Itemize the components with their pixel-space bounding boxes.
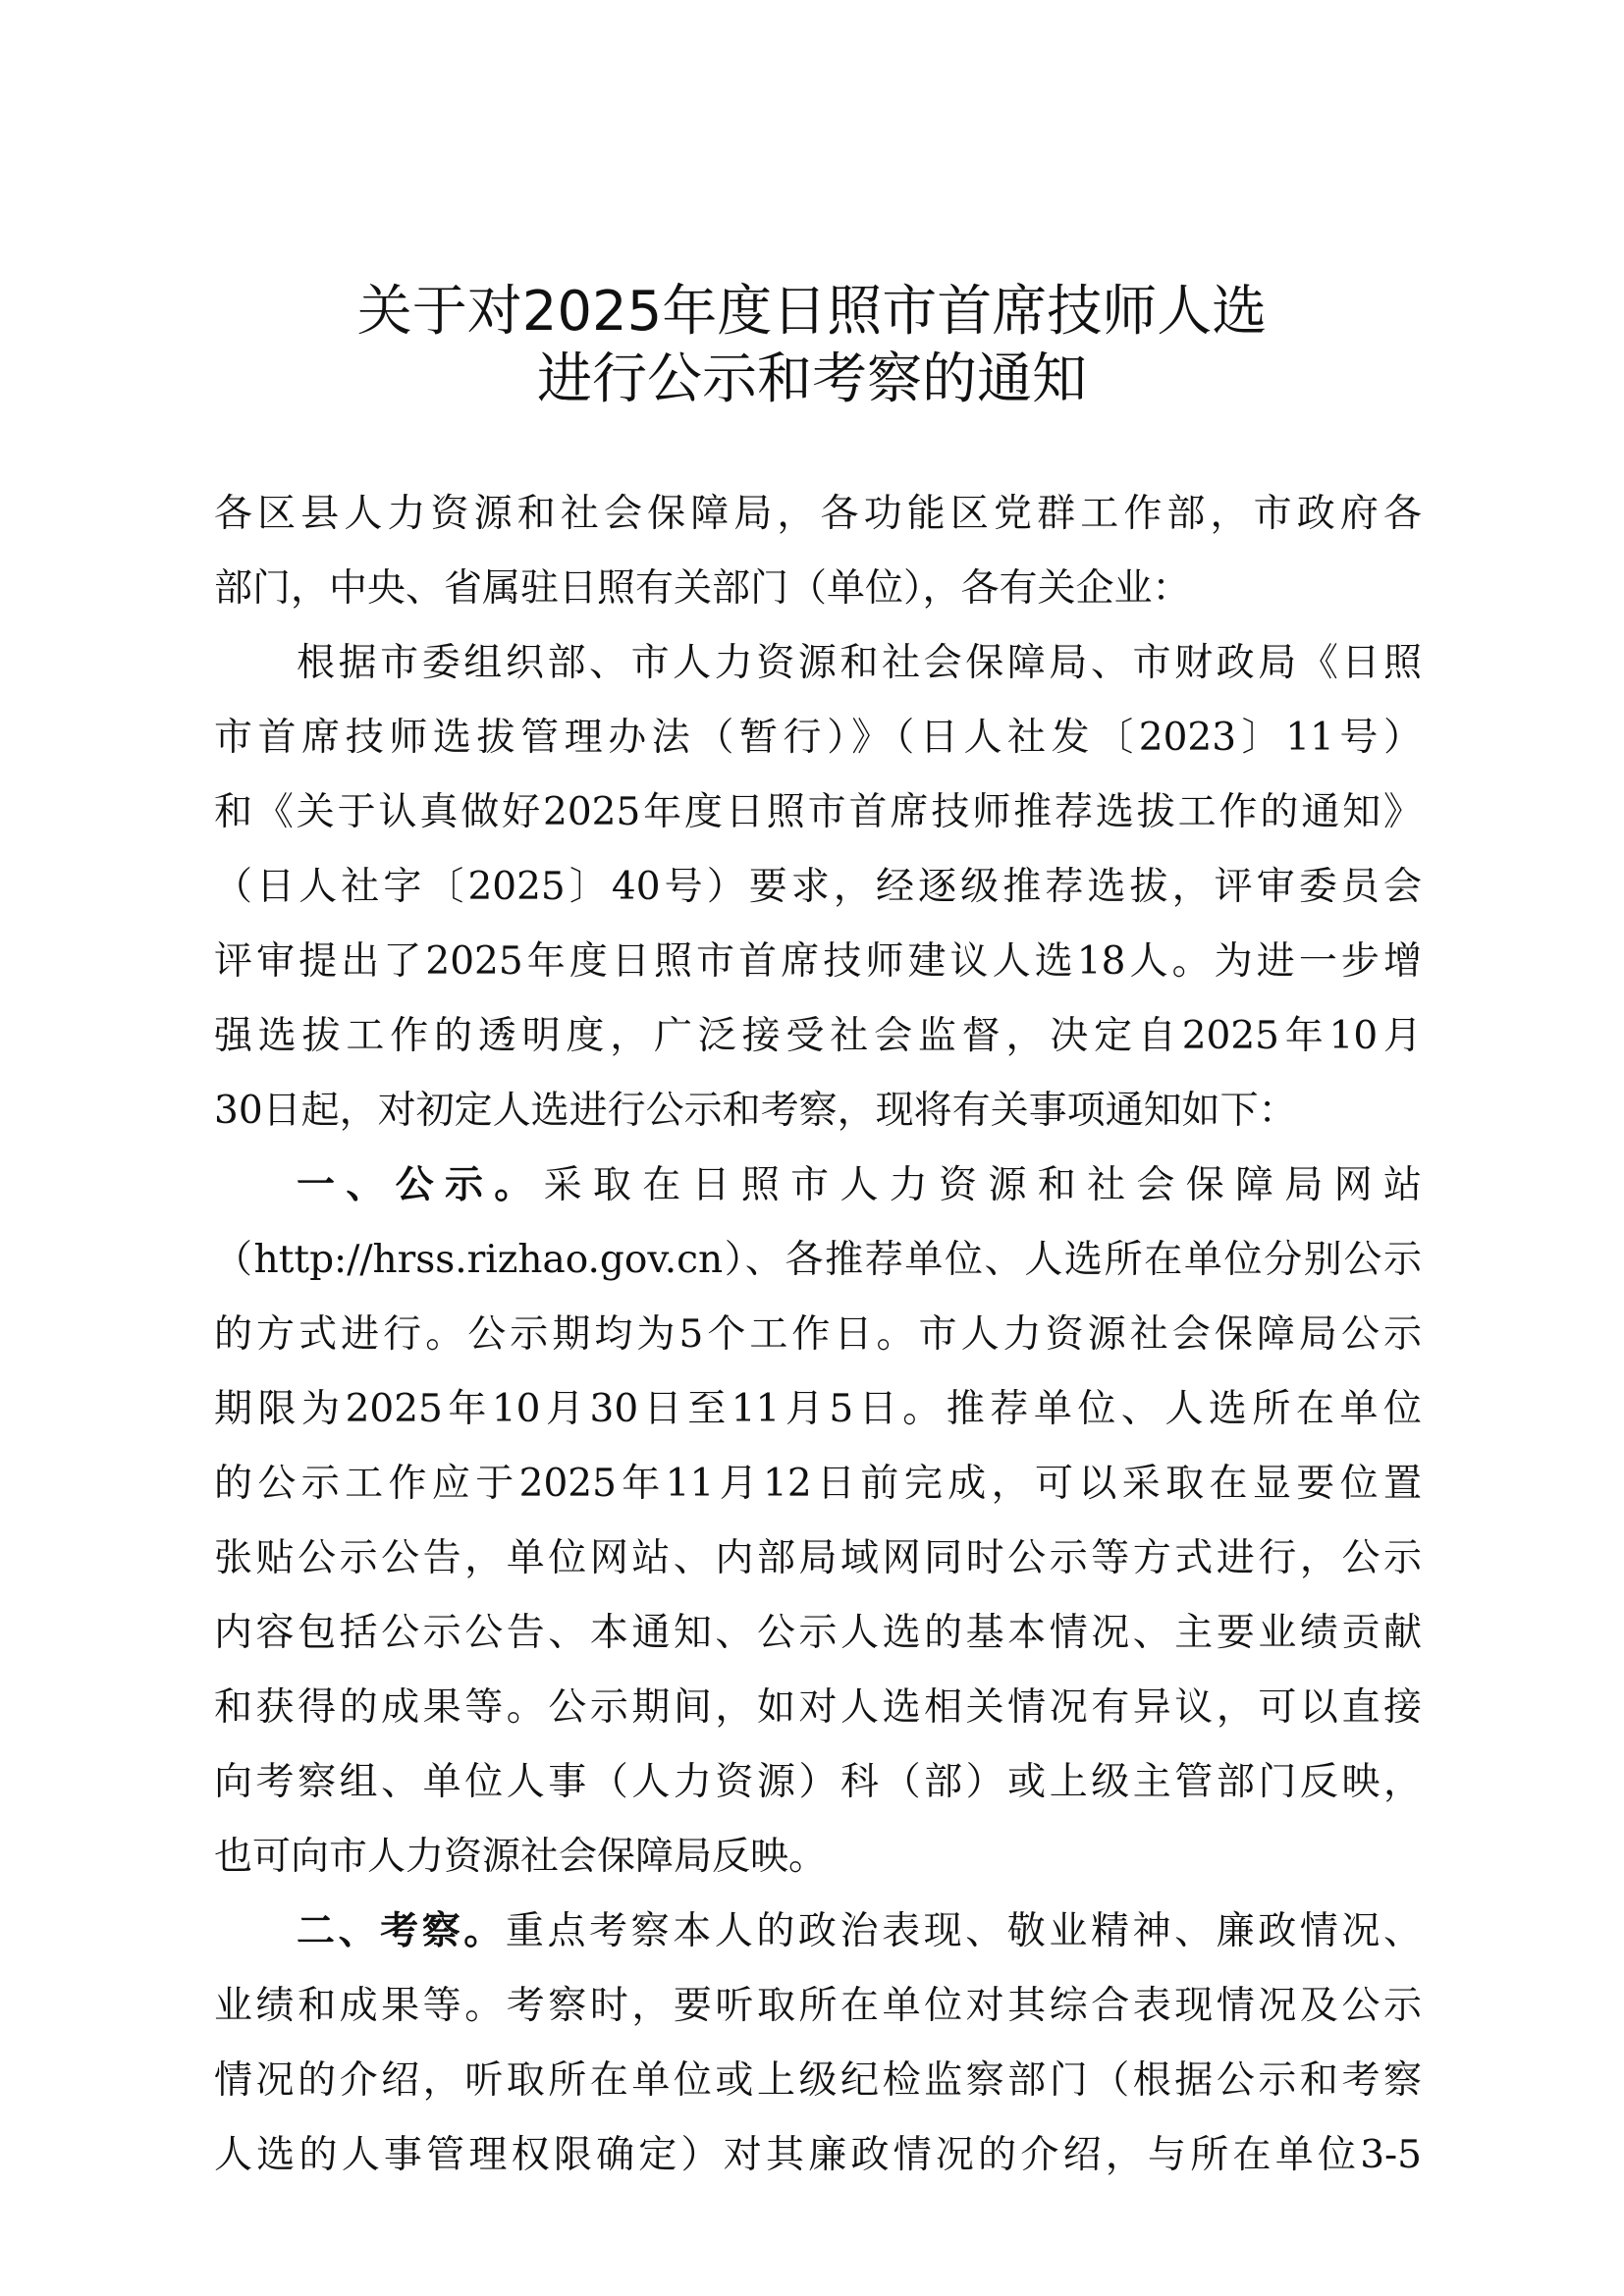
paragraph-line: 也可向市人力资源社会保障局反映。 (214, 1835, 828, 1879)
paragraph-line: 的方式进行。公示期均为5个工作日。市人力资源社会保障局公示 (214, 1312, 1422, 1357)
paragraph-line: 期限为2025年10月30日至11月5日。推荐单位、人选所在单位 (214, 1387, 1422, 1431)
addressee-line: 部门，中央、省属驻日照有关部门（单位），各有关企业： (214, 566, 1191, 611)
paragraph-line: 的公示工作应于2025年11月12日前完成，可以采取在显要位置 (214, 1462, 1422, 1506)
paragraph-line: 向考察组、单位人事（人力资源）科（部）或上级主管部门反映， (214, 1760, 1422, 1804)
paragraph-line: 和《关于认真做好2025年度日照市首席技师推荐选拔工作的通知》 (214, 790, 1422, 834)
paragraph-line: 人选的人事管理权限确定）对其廉政情况的介绍，与所在单位3-5 (214, 2133, 1422, 2177)
section-1-heading: 一、公示。 (297, 1163, 544, 1207)
paragraph-line: 内容包括公示公告、本通知、公示人选的基本情况、主要业绩贡献 (214, 1611, 1422, 1655)
document-title-line-1: 关于对2025年度日照市首席技师人选 (356, 280, 1268, 344)
paragraph-line: 根据市委组织部、市人力资源和社会保障局、市财政局《日照 (297, 641, 1422, 685)
paragraph-line: 情况的介绍，听取所在单位或上级纪检监察部门（根据公示和考察 (214, 2058, 1422, 2103)
paragraph-line: 和获得的成果等。公示期间，如对人选相关情况有异议，可以直接 (214, 1685, 1422, 1730)
paragraph-line: 张贴公示公告，单位网站、内部局域网同时公示等方式进行，公示 (214, 1536, 1422, 1580)
paragraph-line: 30日起，对初定人选进行公示和考察，现将有关事项通知如下： (214, 1089, 1297, 1133)
paragraph-line: 评审提出了2025年度日照市首席技师建议人选18人。为进一步增 (214, 939, 1422, 984)
section-1-first-line (297, 1148, 1422, 1223)
addressee-line: 各区县人力资源和社会保障局，各功能区党群工作部，市政府各 (214, 492, 1422, 536)
document-title-line-2: 进行公示和考察的通知 (537, 347, 1087, 411)
section-2-heading: 二、考察。 (297, 1909, 506, 1953)
paragraph-line: （http://hrss.rizhao.gov.cn）、各推荐单位、人选所在单位分别公示 (214, 1238, 1422, 1282)
section-2-first-line (297, 1895, 1422, 1969)
section-2-first-line-text: 重点考察本人的政治表现、敬业精神、廉政情况、 (505, 1909, 1422, 1953)
paragraph-line: 市首席技师选拔管理办法（暂行）》（日人社发〔2023〕11号） (214, 716, 1422, 760)
section-1-first-line-text: 采取在日照市人力资源和社会保障局网站 (543, 1163, 1422, 1207)
paragraph-line: 强选拔工作的透明度，广泛接受社会监督，决定自2025年10月 (214, 1014, 1422, 1058)
paragraph-line: 业绩和成果等。考察时，要听取所在单位对其综合表现情况及公示 (214, 1984, 1422, 2028)
paragraph-line: （日人社字〔2025〕40号）要求，经逐级推荐选拔，评审委员会 (214, 865, 1422, 909)
